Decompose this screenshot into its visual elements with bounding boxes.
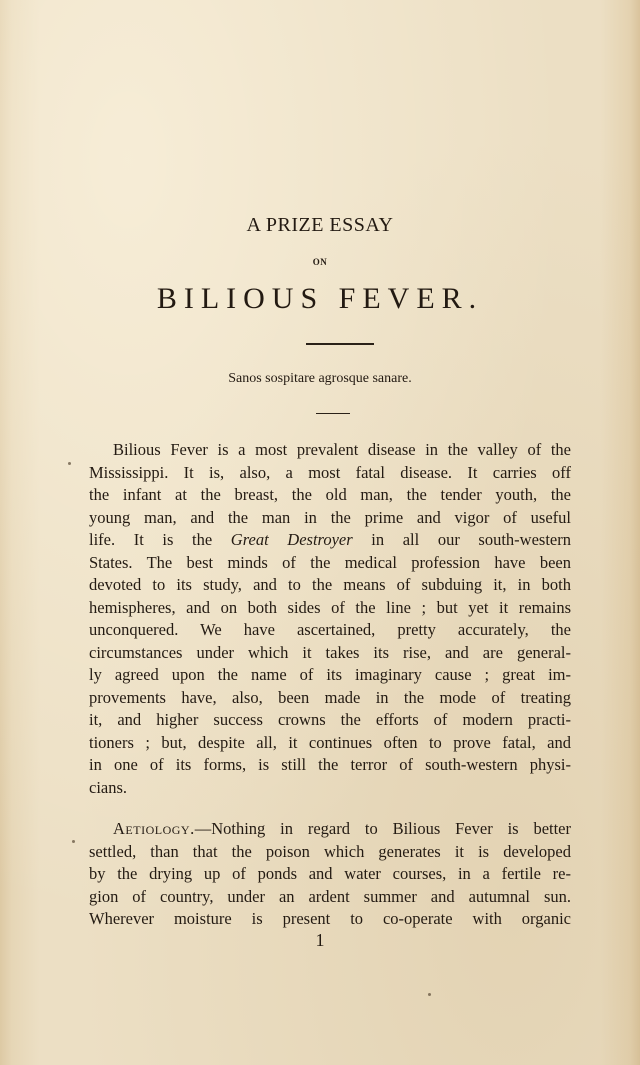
text-line: gion of country, under an ardent summer and autumnal sun. xyxy=(89,886,571,906)
text-line: Bilious Fever is a most prevalent disease in the valley of the xyxy=(113,440,571,459)
latin-motto: Sanos sospitare agrosque sanare. xyxy=(228,371,412,386)
paper-speck xyxy=(428,993,431,996)
text-line: settled, than that the poison which generates it is developed xyxy=(89,841,571,861)
text-line-mixed xyxy=(89,818,571,841)
text-line: it, and higher success crowns the efforts of modern practi- xyxy=(89,710,571,729)
text-run: life. It is the xyxy=(89,530,231,549)
section-lead: Aetiology. xyxy=(113,819,195,838)
paper-speck xyxy=(72,840,75,843)
paper-speck xyxy=(68,462,71,465)
text-line: young man, and the man in the prime and vigor of useful xyxy=(89,507,571,527)
page-number: 1 xyxy=(315,930,325,950)
text-line: tioners ; but, despite all, it continues often to prove fatal, and xyxy=(89,732,571,752)
title-rule xyxy=(306,343,374,345)
text-line: cians. xyxy=(89,777,128,797)
text-line: unconquered. We have ascertained, pretty accurately, the xyxy=(89,620,571,639)
text-line: by the drying up of ponds and water courses, in a fertile re- xyxy=(89,864,571,883)
prize-essay-heading: A PRIZE ESSAY xyxy=(246,214,394,236)
text-line-mixed xyxy=(89,529,571,552)
text-line: ly agreed upon the name of its imaginary cause ; great im- xyxy=(89,665,571,684)
text-line: Mississippi. It is, also, a most fatal disease. It carries off xyxy=(89,462,571,482)
text-line: hemispheres, and on both sides of the line ; but yet it remains xyxy=(89,597,571,617)
paragraph-intro xyxy=(89,439,571,799)
italic-phrase: Great Destroyer xyxy=(230,530,353,549)
text-line: States. The best minds of the medical profession have been xyxy=(89,552,571,572)
text-line: the infant at the breast, the old man, the tender youth, the xyxy=(89,485,571,504)
text-line: Wherever moisture is present to co-operate with organic xyxy=(89,909,571,928)
text-line: devoted to its study, and to the means of subduing it, in both xyxy=(89,575,571,594)
text-line: circumstances under which it takes its rise, and are general- xyxy=(89,642,571,662)
page-title: BILIOUS FEVER. xyxy=(156,282,484,315)
text-run: —Nothing in regard to Bilious Fever is better xyxy=(194,819,571,838)
text-run: in all our south-western xyxy=(352,530,571,549)
paragraph-aetiology xyxy=(89,818,571,931)
on-heading: ON xyxy=(312,257,328,267)
text-line: in one of its forms, is still the terror of south-western physi- xyxy=(89,755,571,774)
motto-rule xyxy=(316,413,350,414)
text-line: provements have, also, been made in the mode of treating xyxy=(89,687,571,707)
